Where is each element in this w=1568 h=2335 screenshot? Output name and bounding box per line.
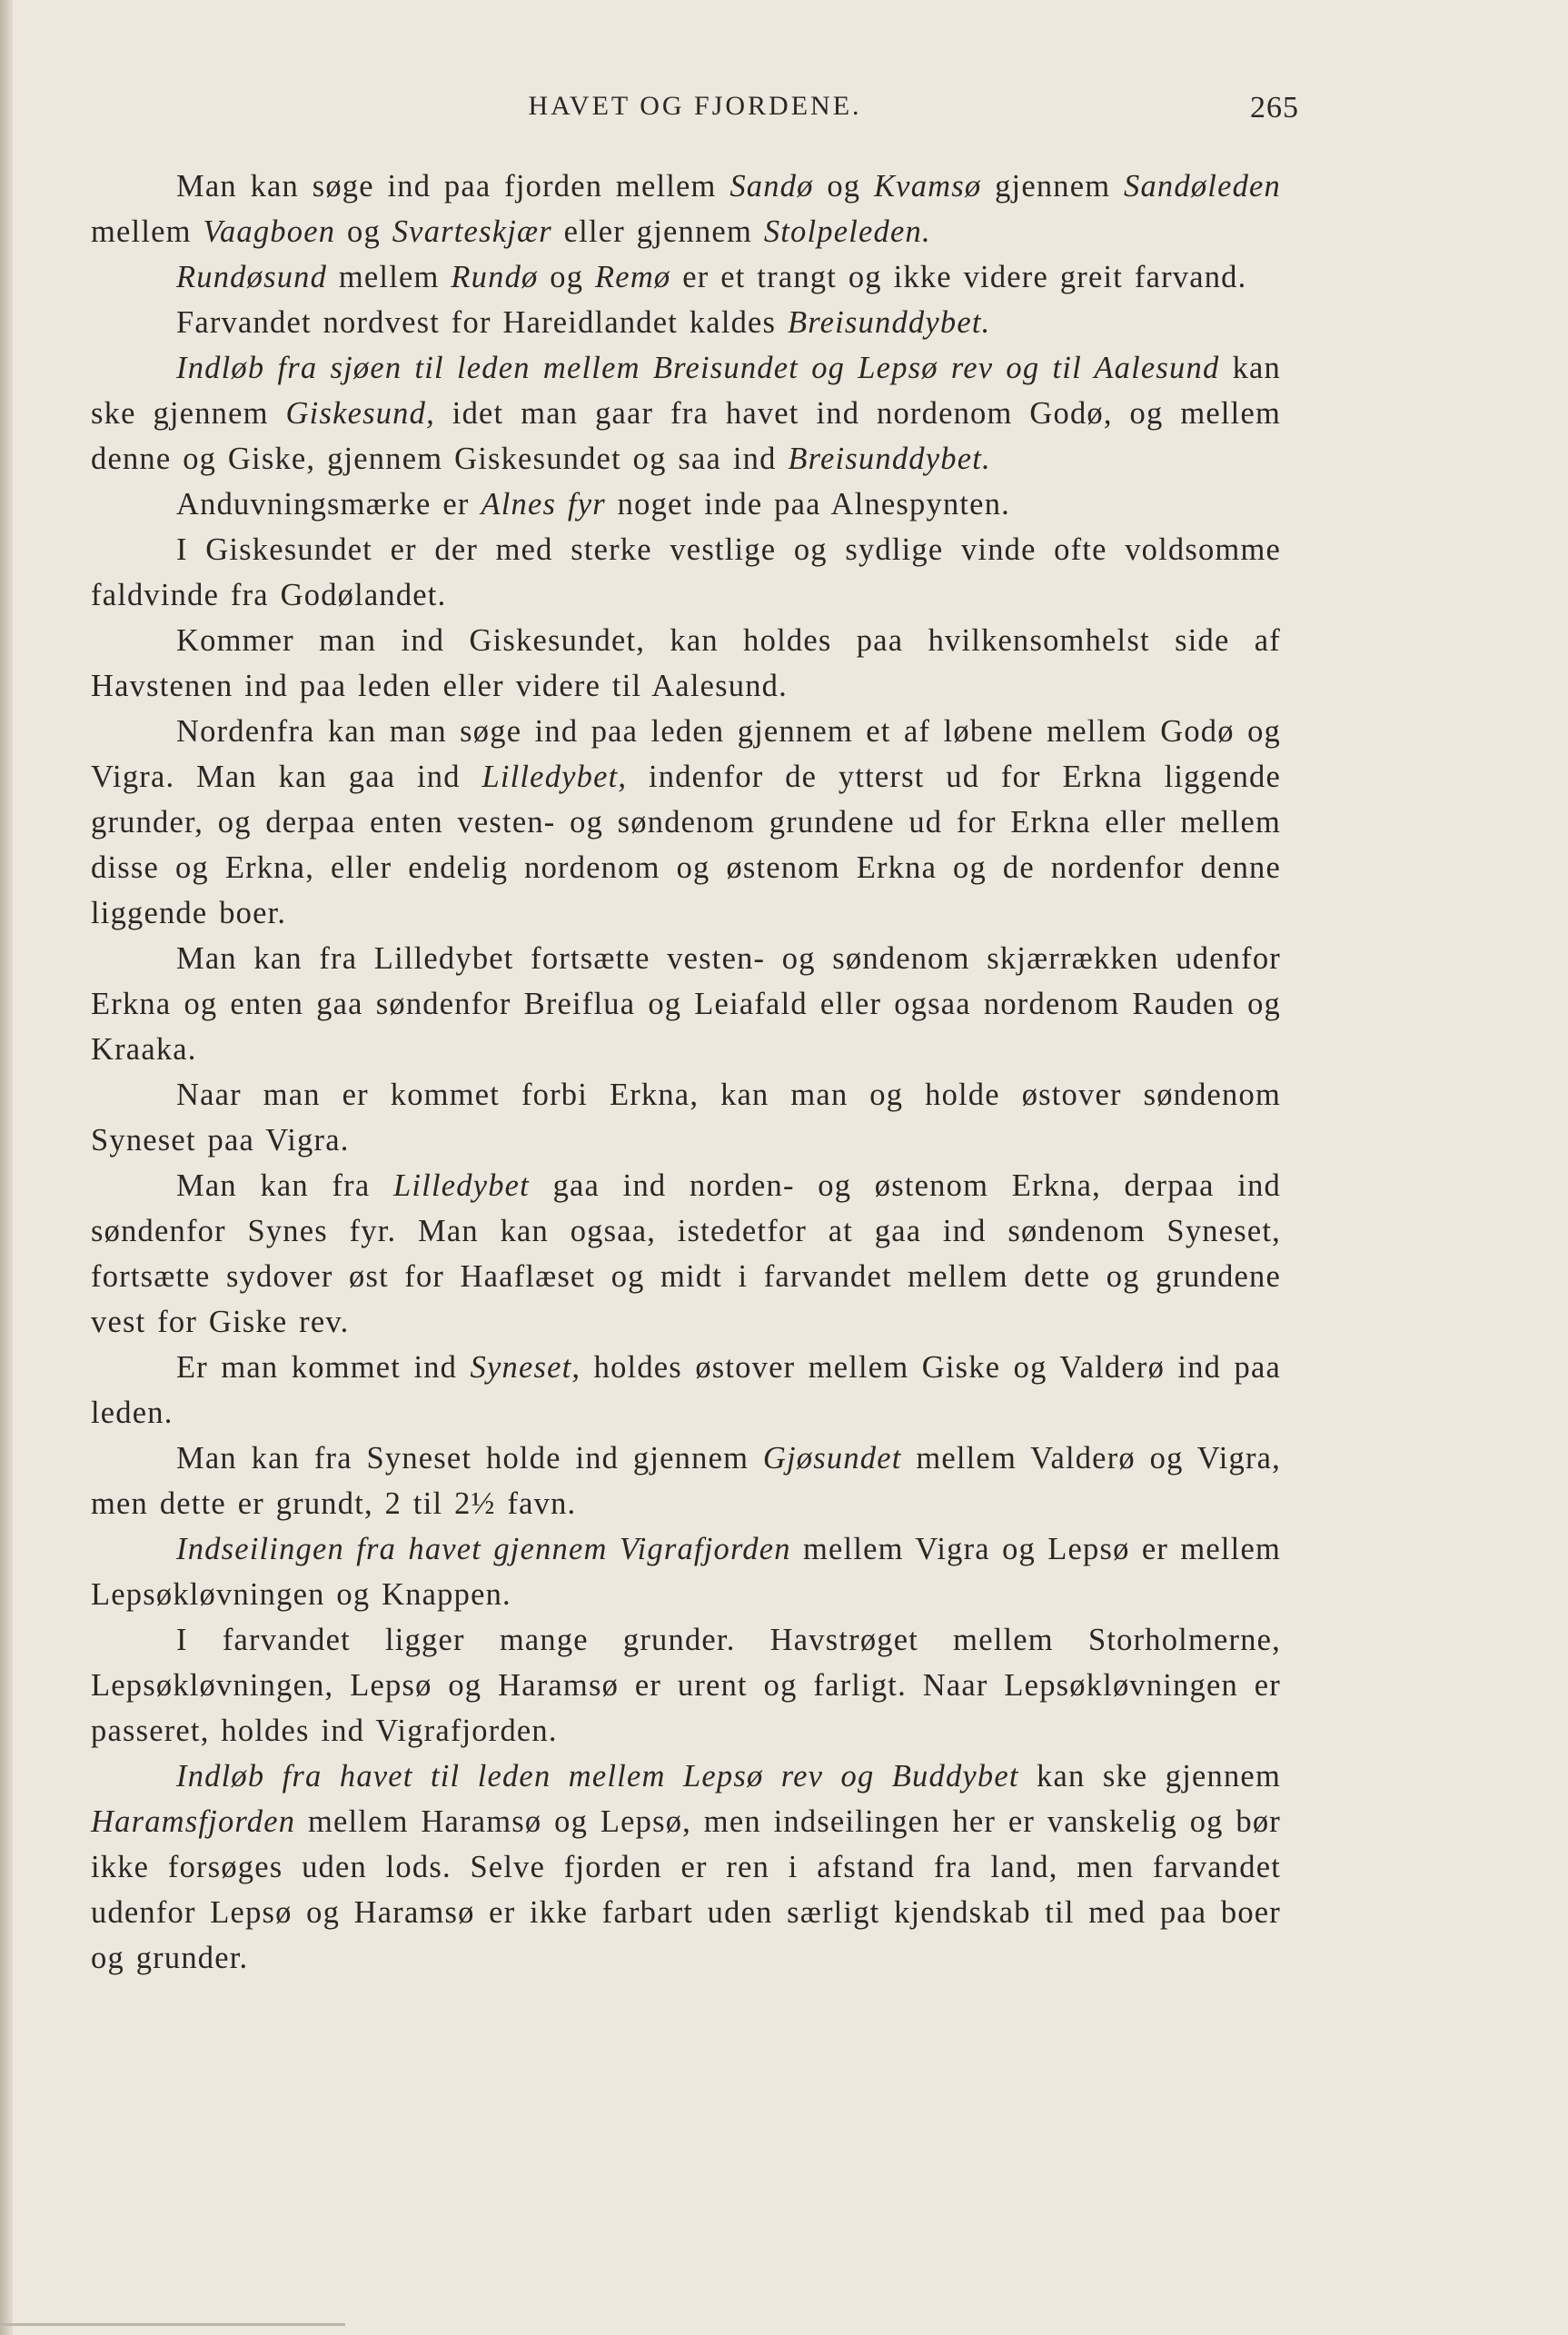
text-run: Naar man er kommet forbi Erkna, kan man og holde østover søndenom Syneset paa Vigra. [91,1078,1281,1158]
italic-text: Giskesund, [285,396,435,431]
paragraph [91,254,1281,300]
paragraph [91,1072,1281,1163]
paragraph [91,1754,1281,1981]
text-run: Anduvningsmærke er [176,487,481,522]
text-run: Man kan fra Syneset holde ind gjennem [176,1441,763,1476]
text-run: mellem Valderø og Vigra, men dette er grundt, 2 til 2½ favn. [91,1441,1281,1521]
text-run: Farvandet nordvest for Hareidlandet kaldes [176,305,789,340]
italic-text: Lilledybet [393,1168,530,1203]
text-run: Kommer man ind Giskesundet, kan holdes paa hvilkensomhelst side af Havstenen ind paa leden eller videre til Aalesund. [91,623,1281,703]
text-run: noget inde paa Alnespynten. [605,487,1010,522]
text-run: Man kan fra Lilledybet fortsætte vesten- og søndenom skjærrækken udenfor Erkna og enten gaa søndenfor Breiflua og Leiafald eller ogsaa nordenom Rauden og Kraaka. [91,941,1281,1067]
italic-text: Rundø [451,260,539,294]
italic-text: Sandø [729,169,814,204]
page-header [91,91,1299,136]
paragraph [91,1526,1281,1617]
text-run: Er man kommet ind [176,1350,471,1385]
text-run: I Giskesundet er der med sterke vestlige og sydlige vinde ofte voldsomme faldvinde fra Godølandet. [91,532,1281,612]
italic-text: Remø [595,260,671,294]
text-run: indenfor de ytterst ud for Erkna liggende grunder, og derpaa enten vesten- og søndenom grundene ud for Erkna eller mellem disse og Erkna, eller endelig nordenom og østenom Erkna og de nordenfor denne liggende boer. [91,760,1281,930]
italic-text: Indseilingen fra havet gjennem Vigrafjorden [176,1532,791,1566]
italic-text: Syneset, [470,1350,581,1385]
italic-text: Sandøleden [1124,169,1281,204]
text-run: mellem Vigra og Lepsø er mellem Lepsøkløvningen og Knappen. [91,1532,1281,1612]
text-run: Nordenfra kan man søge ind paa leden gjennem et af løbene mellem Godø og Vigra. Man kan gaa ind [91,714,1281,794]
italic-text: Indløb fra havet til leden mellem Lepsø rev og Buddybet [176,1759,1019,1793]
text-run: idet man gaar fra havet ind nordenom Godø, og mellem denne og Giske, gjennem Giskesundet og saa ind [91,396,1282,476]
text-run: mellem Haramsø og Lepsø, men indseilingen her er vanskelig og bør ikke forsøges uden lods. Selve fjorden er ren i afstand fra land, men farvandet udenfor Lepsø og Haramsø er ikke farbart uden særligt kjendskab til med paa boer og grunder. [91,1804,1281,1975]
paragraph [91,482,1281,527]
text-run: I farvandet ligger mange grunder. Havstrøget mellem Storholmerne, Lepsøkløvningen, Lepsø og Haramsø er urent og farligt. Naar Lepsøkløvningen er passeret, holdes ind Vigrafjorden. [91,1623,1281,1748]
italic-text: Breisunddybet. [788,442,991,476]
paragraph [91,936,1281,1072]
paragraph [91,618,1281,709]
text-run: og [813,169,874,204]
italic-text: Haramsfjorden [91,1804,296,1839]
page-binding-edge [0,0,13,2335]
italic-text: Breisunddybet. [788,305,991,340]
paragraph [91,1345,1281,1436]
italic-text: Svarteskjær [392,214,552,249]
text-run: mellem [91,214,203,249]
running-title: HAVET OG FJORDENE. [528,91,862,121]
italic-text: Kvamsø [873,169,982,204]
italic-text: Indløb fra sjøen til leden mellem Breisundet og Lepsø rev og til Aalesund [176,351,1220,385]
text-run: gaa ind norden- og østenom Erkna, derpaa ind søndenfor Synes fyr. Man kan ogsaa, istedetfor at gaa ind søndenom Syneset, fortsætte sydover øst for Haaflæset og midt i farvandet mellem dette og grundene vest for Giske rev. [91,1168,1281,1339]
text-run: og [538,260,596,294]
text-run: holdes østover mellem Giske og Valderø ind paa leden. [91,1350,1281,1430]
paragraph [91,164,1281,254]
text-run: og [335,214,392,249]
paragraph [91,345,1281,482]
text-run: gjennem [981,169,1125,204]
paragraph [91,527,1281,618]
italic-text: Stolpeleden. [763,214,931,249]
paragraph [91,300,1281,345]
italic-text: Alnes fyr [481,487,606,522]
paragraph [91,1617,1281,1754]
paragraph [91,1436,1281,1526]
text-run: Man kan søge ind paa fjorden mellem [176,169,730,204]
page-number: 265 [1250,91,1299,124]
text-run: kan ske gjennem [91,351,1281,431]
italic-text: Gjøsundet [762,1441,902,1476]
body-text [91,164,1281,1981]
paragraph [91,1163,1281,1345]
text-run: eller gjennem [551,214,764,249]
text-run: Man kan fra [176,1168,393,1203]
page-bottom-edge [0,2323,345,2326]
italic-text: Rundøsund [176,260,328,294]
text-run: er et trangt og ikke videre greit farvand. [670,260,1247,294]
paragraph [91,709,1281,936]
text-run: kan ske gjennem [1018,1759,1281,1793]
italic-text: Vaagboen [203,214,336,249]
text-run: mellem [327,260,452,294]
italic-text: Lilledybet, [481,760,628,794]
